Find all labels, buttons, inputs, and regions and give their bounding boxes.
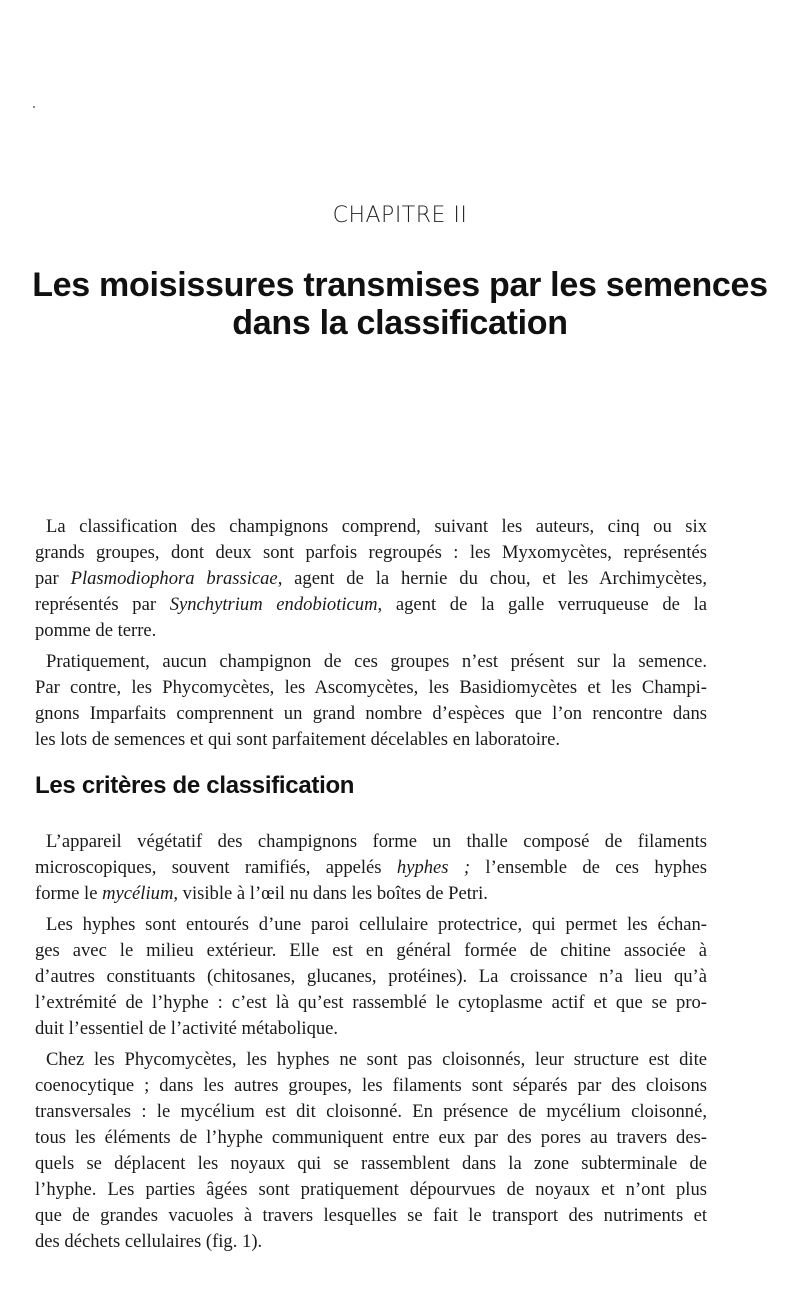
text-line xyxy=(35,566,707,592)
text-segment: forme le xyxy=(35,883,103,904)
text-segment: visible à l’œil nu dans les boîtes de Petri. xyxy=(178,883,488,904)
section-heading: Les critères de classification xyxy=(35,772,355,799)
text-line xyxy=(35,938,707,964)
text-line xyxy=(35,592,707,618)
text-line xyxy=(35,990,707,1016)
text-segment: d’autres constituants (chitosanes, glucanes, protéines). La croissance n’a lieu qu’à xyxy=(35,966,707,987)
text-segment: l’ensemble de ces hyphes xyxy=(470,857,707,878)
text-segment: ges avec le milieu extérieur. Elle est en général formée de chitine associée à xyxy=(35,940,707,961)
text-line xyxy=(35,540,707,566)
text-line xyxy=(35,649,707,675)
italic-term: Synchytrium endobioticum xyxy=(169,594,378,615)
text-line xyxy=(35,1203,707,1229)
text-segment: gnons Imparfaits comprennent un grand nombre d’espèces que l’on rencontre dans xyxy=(35,703,707,724)
text-segment: microscopiques, souvent ramifiés, appelés xyxy=(35,857,397,878)
text-line xyxy=(35,1229,707,1255)
text-line xyxy=(35,1073,707,1099)
text-line xyxy=(35,881,707,907)
text-segment: l’hyphe. Les parties âgées sont pratiquement dépourvues de noyaux et n’ont plus xyxy=(35,1179,707,1200)
text-segment: représentés par xyxy=(35,594,170,615)
text-segment: Par contre, les Phycomycètes, les Ascomycètes, les Basidiomycètes et les Champi- xyxy=(35,677,707,698)
text-segment: l’extrémité de l’hyphe : c’est là qu’est rassemblé le cytoplasme actif et que se pro- xyxy=(35,992,707,1013)
text-segment: que de grandes vacuoles à travers lesquelles se fait le transport des nutriments et xyxy=(35,1205,707,1226)
text-segment: La classification des champignons comprend, suivant les auteurs, cinq ou six xyxy=(46,516,707,537)
text-line xyxy=(35,912,707,938)
italic-term: mycélium, xyxy=(102,883,179,904)
text-segment: des déchets cellulaires (fig. 1). xyxy=(35,1231,263,1252)
italic-term: hyphes ; xyxy=(396,857,471,878)
text-segment: grands groupes, dont deux sont parfois regroupés : les Myxomycètes, représentés xyxy=(35,542,707,563)
italic-term: Plasmodiophora brassicae xyxy=(70,568,278,589)
section-text xyxy=(35,829,707,1260)
text-segment: les lots de semences et qui sont parfaitement décelables en laboratoire. xyxy=(35,729,561,750)
intro-text xyxy=(35,514,707,758)
text-segment: Chez les Phycomycètes, les hyphes ne sont pas cloisonnés, leur structure est dite xyxy=(46,1049,707,1070)
text-line xyxy=(35,1016,707,1042)
text-segment: L’appareil végétatif des champignons forme un thalle composé de filaments xyxy=(46,831,707,852)
text-line xyxy=(35,727,707,753)
paragraph xyxy=(35,1047,707,1255)
chapter-title-line: dans la classification xyxy=(232,304,568,342)
text-segment: tous les éléments de l’hyphe communiquent entre eux par des pores au travers des- xyxy=(35,1127,707,1148)
scan-speck xyxy=(33,106,35,108)
text-line xyxy=(35,1099,707,1125)
text-segment: par xyxy=(35,568,71,589)
text-segment: coenocytique ; dans les autres groupes, les filaments sont séparés par des cloisons xyxy=(35,1075,707,1096)
text-segment: , agent de la hernie du chou, et les Archimycètes, xyxy=(277,568,708,589)
text-segment: duit l’essentiel de l’activité métabolique. xyxy=(35,1018,339,1039)
chapter-label: CHAPITRE II xyxy=(332,203,468,228)
text-segment: , agent de la galle verruqueuse de la xyxy=(377,594,708,615)
text-line xyxy=(35,1125,707,1151)
chapter-title-line: Les moisissures transmises par les semences xyxy=(32,266,768,304)
text-line xyxy=(35,1151,707,1177)
text-line xyxy=(35,1047,707,1073)
text-line xyxy=(35,514,707,540)
text-segment: Les hyphes sont entourés d’une paroi cellulaire protectrice, qui permet les échan- xyxy=(46,914,707,935)
text-line xyxy=(35,1177,707,1203)
text-line xyxy=(35,618,707,644)
text-segment: quels se déplacent les noyaux qui se rassemblent dans la zone subterminale de xyxy=(35,1153,707,1174)
text-segment: pomme de terre. xyxy=(35,620,157,641)
text-line xyxy=(35,829,707,855)
text-line xyxy=(35,964,707,990)
paragraph xyxy=(35,829,707,907)
text-segment: transversales : le mycélium est dit cloisonné. En présence de mycélium cloisonné, xyxy=(35,1101,707,1122)
paragraph xyxy=(35,649,707,753)
text-segment: Pratiquement, aucun champignon de ces groupes n’est présent sur la semence. xyxy=(46,651,707,672)
chapter-title xyxy=(0,266,800,342)
text-line xyxy=(35,855,707,881)
paragraph xyxy=(35,514,707,644)
text-line xyxy=(35,675,707,701)
text-line xyxy=(35,701,707,727)
paragraph xyxy=(35,912,707,1042)
